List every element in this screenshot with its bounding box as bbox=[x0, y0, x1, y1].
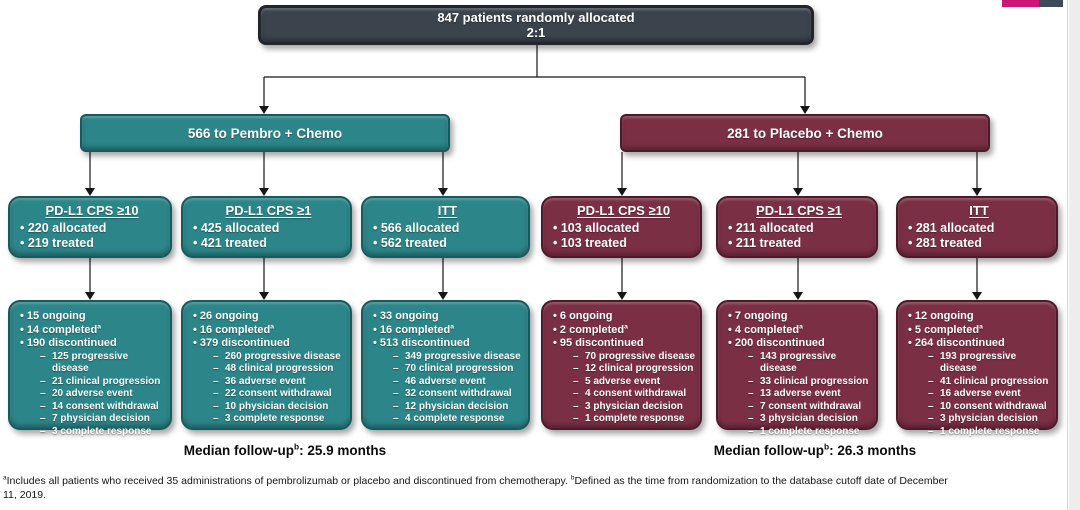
subgroup-box bbox=[181, 196, 352, 258]
outcome-box bbox=[716, 300, 878, 437]
discontinue-reason: – 33 clinical progression bbox=[748, 375, 869, 387]
discontinue-reason: – 70 clinical progression bbox=[393, 363, 514, 374]
subgroup-box bbox=[896, 196, 1058, 258]
median-followup-placebo: Median follow-$up^b$: 26.3 months bbox=[713, 441, 917, 458]
discontinue-reason: – 193 progressive disease bbox=[928, 350, 1017, 374]
root-allocation-box bbox=[258, 5, 814, 45]
discontinue-reason: – 349 progressive disease bbox=[393, 350, 521, 362]
allocation-line: • 281 treated bbox=[908, 236, 982, 250]
status-line: • 2 completed$^a$ bbox=[553, 322, 628, 336]
root-line2: 2:1 bbox=[526, 25, 546, 40]
discontinue-reason: – 125 progressive disease bbox=[40, 350, 129, 374]
discontinue-reason: – 48 clinical progression bbox=[213, 363, 334, 374]
allocation-line: • 425 allocated bbox=[193, 221, 280, 235]
status-line: • 12 ongoing bbox=[908, 310, 974, 322]
status-line: • 379 discontinued bbox=[193, 337, 290, 349]
discontinue-reason: – 7 consent withdrawal bbox=[748, 400, 862, 412]
discontinue-reason: – 21 clinical progression bbox=[40, 375, 161, 387]
outcome-box bbox=[181, 300, 352, 430]
discontinue-reason: – 4 complete response bbox=[393, 413, 505, 424]
discontinue-reason: – 46 adverse event bbox=[393, 375, 486, 387]
status-line: • 513 discontinued bbox=[373, 337, 470, 349]
allocation-line: • 220 allocated bbox=[20, 221, 107, 235]
status-line: • 264 discontinued bbox=[908, 337, 1005, 349]
allocation-line: • 103 treated bbox=[553, 236, 627, 250]
branch-box-placebo bbox=[620, 114, 990, 152]
subgroup-title: PD-L1 CPS ≥10 bbox=[45, 203, 139, 218]
slide-edge-line bbox=[1067, 0, 1068, 510]
subgroup-box bbox=[361, 196, 530, 258]
status-line: • 15 ongoing bbox=[20, 310, 86, 322]
discontinue-reason: – 5 adverse event bbox=[573, 375, 661, 387]
subgroup-title: PD-L1 CPS ≥1 bbox=[756, 203, 842, 218]
status-line: • 190 discontinued bbox=[20, 337, 117, 349]
outcome-box bbox=[541, 300, 702, 430]
discontinue-reason: – 3 complete response bbox=[40, 425, 152, 437]
discontinue-reason: – 1 complete response bbox=[928, 425, 1040, 437]
branch-label: 281 to Placebo + Chemo bbox=[727, 125, 883, 141]
subgroup-box bbox=[716, 196, 878, 258]
discontinue-reason: – 3 physician decision bbox=[573, 400, 683, 412]
allocation-line: • 103 allocated bbox=[553, 221, 640, 235]
discontinue-reason: – 16 adverse event bbox=[928, 388, 1021, 399]
discontinue-reason: – 22 consent withdrawal bbox=[213, 388, 332, 399]
branch-label: 566 to Pembro + Chemo bbox=[187, 125, 343, 141]
subgroup-box bbox=[541, 196, 702, 258]
subgroup-title: ITT bbox=[969, 203, 989, 218]
median-followup-pembro: Median follow-$up^b$: 25.9 months bbox=[183, 441, 387, 458]
discontinue-reason: – 143 progressive disease bbox=[748, 350, 837, 374]
discontinue-reason: – 3 physician decision bbox=[928, 413, 1038, 424]
discontinue-reason: – 3 physician decision bbox=[748, 413, 858, 424]
discontinue-reason: – 1 complete response bbox=[573, 413, 685, 424]
allocation-line: • 211 allocated bbox=[728, 221, 814, 235]
subgroup-title: ITT bbox=[437, 203, 458, 218]
subgroup-box bbox=[8, 196, 172, 258]
status-line: • 5 completed$^a$ bbox=[908, 322, 983, 336]
allocation-line: • 562 treated bbox=[373, 236, 447, 250]
discontinue-reason: – 10 consent withdrawal bbox=[928, 400, 1047, 412]
status-line: • 26 ongoing bbox=[193, 310, 259, 322]
slide-edge-strip bbox=[1069, 0, 1080, 510]
discontinue-reason: – 12 physician decision bbox=[393, 400, 509, 412]
discontinue-reason: – 7 physician decision bbox=[40, 413, 150, 424]
discontinue-reason: – 32 consent withdrawal bbox=[393, 388, 512, 399]
corner-decoration-pink bbox=[1002, 0, 1039, 7]
outcome-box bbox=[8, 300, 172, 437]
allocation-line: • 421 treated bbox=[193, 236, 267, 250]
status-line: • 6 ongoing bbox=[553, 310, 613, 322]
corner-decoration-slate bbox=[1039, 0, 1063, 7]
outcome-box bbox=[361, 300, 530, 430]
outcome-box bbox=[896, 300, 1058, 437]
branch-box-pembro bbox=[80, 114, 450, 152]
discontinue-reason: – 70 progressive disease bbox=[573, 350, 696, 362]
allocation-line: • 211 treated bbox=[728, 236, 802, 250]
status-line: • 16 completed$^a$ bbox=[193, 322, 275, 336]
footnote: $^a$Includes all patients who received 35 administrations of pembrolizumab or placebo and discontinued from chemotherapy. $^b$Defined as the time from randomization to the database cutoff date of December 11, 2019. bbox=[3, 474, 948, 501]
status-line: • 4 completed$^a$ bbox=[728, 322, 803, 336]
discontinue-reason: – 260 progressive disease bbox=[213, 350, 341, 362]
allocation-line: • 566 allocated bbox=[373, 221, 460, 235]
discontinue-reason: – 10 physician decision bbox=[213, 400, 329, 412]
discontinue-reason: – 3 complete response bbox=[213, 413, 325, 424]
status-line: • 200 discontinued bbox=[728, 337, 825, 349]
allocation-line: • 281 allocated bbox=[908, 221, 995, 235]
discontinue-reason: – 1 complete response bbox=[748, 425, 860, 437]
status-line: • 16 completed$^a$ bbox=[373, 322, 455, 336]
status-line: • 95 discontinued bbox=[553, 337, 644, 349]
discontinue-reason: – 13 adverse event bbox=[748, 388, 841, 399]
discontinue-reason: – 20 adverse event bbox=[40, 388, 133, 399]
status-line: • 14 completed$^a$ bbox=[20, 322, 102, 336]
discontinue-reason: – 36 adverse event bbox=[213, 375, 306, 387]
subgroup-title: PD-L1 CPS ≥1 bbox=[225, 203, 312, 218]
subgroup-title: PD-L1 CPS ≥10 bbox=[576, 203, 671, 218]
discontinue-reason: – 4 consent withdrawal bbox=[573, 388, 687, 399]
allocation-line: • 219 treated bbox=[20, 236, 94, 250]
root-line1: 847 patients randomly allocated bbox=[437, 10, 635, 25]
status-line: • 7 ongoing bbox=[728, 310, 788, 322]
discontinue-reason: – 14 consent withdrawal bbox=[40, 400, 159, 412]
discontinue-reason: – 41 clinical progression bbox=[928, 375, 1049, 387]
status-line: • 33 ongoing bbox=[373, 310, 439, 322]
discontinue-reason: – 12 clinical progression bbox=[573, 363, 694, 374]
